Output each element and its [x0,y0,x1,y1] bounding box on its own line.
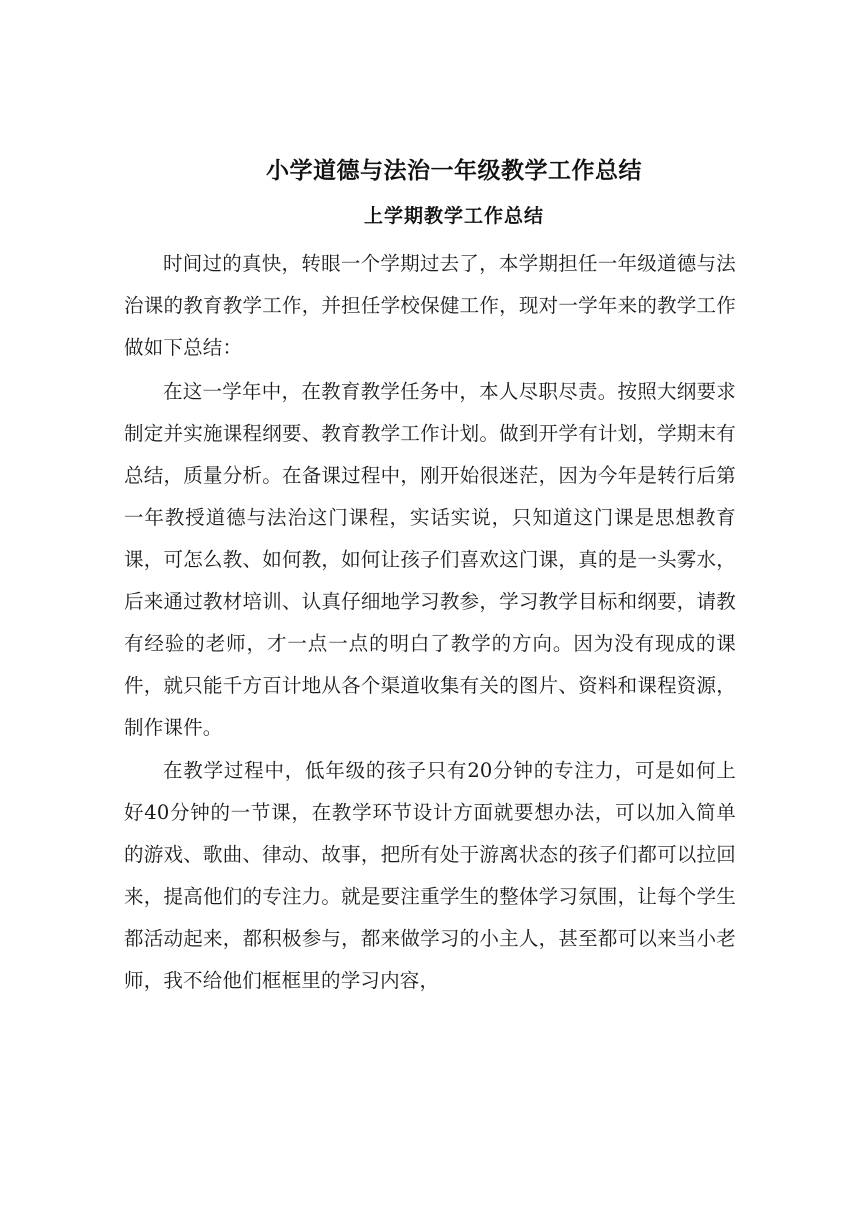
paragraph-3: 在教学过程中，低年级的孩子只有20分钟的专注力，可是如何上好40分钟的一节课，在教学环节设计方面就要想办法，可以加入简单的游戏、歌曲、律动、故事，把所有处于游离状态的孩子们都可以拉回来，提高他们的专注力。就是要注重学生的整体学习氛围，让每个学生都活动起来，都积极参与，都来做学习的小主人，甚至都可以来当小老师，我不给他们框框里的学习内容， [124,759,736,992]
document-body [124,243,736,1004]
paragraph-1: 时间过的真快，转眼一个学期过去了，本学期担任一年级道德与法治课的教育教学工作，并担任学校保健工作，现对一学年来的教学工作做如下总结： [124,252,736,359]
document-title: 小学道德与法治一年级教学工作总结 [266,158,642,184]
document-subtitle: 上学期教学工作总结 [363,205,544,227]
paragraph-2: 在这一学年中，在教育教学任务中，本人尽职尽责。按照大纲要求制定并实施课程纲要、教育教学工作计划。做到开学有计划，学期末有总结，质量分析。在备课过程中，刚开始很迷茫，因为今年是转行后第一年教授道德与法治这门课程，实话实说，只知道这门课是思想教育课，可怎么教、如何教，如何让孩子们喜欢这门课，真的是一头雾水，后来通过教材培训、认真仔细地学习教参，学习教学目标和纲要，请教有经验的老师，才一点一点的明白了教学的方向。因为没有现成的课件，就只能千方百计地从各个渠道收集有关的图片、资料和课程资源，制作课件。 [124,379,736,739]
